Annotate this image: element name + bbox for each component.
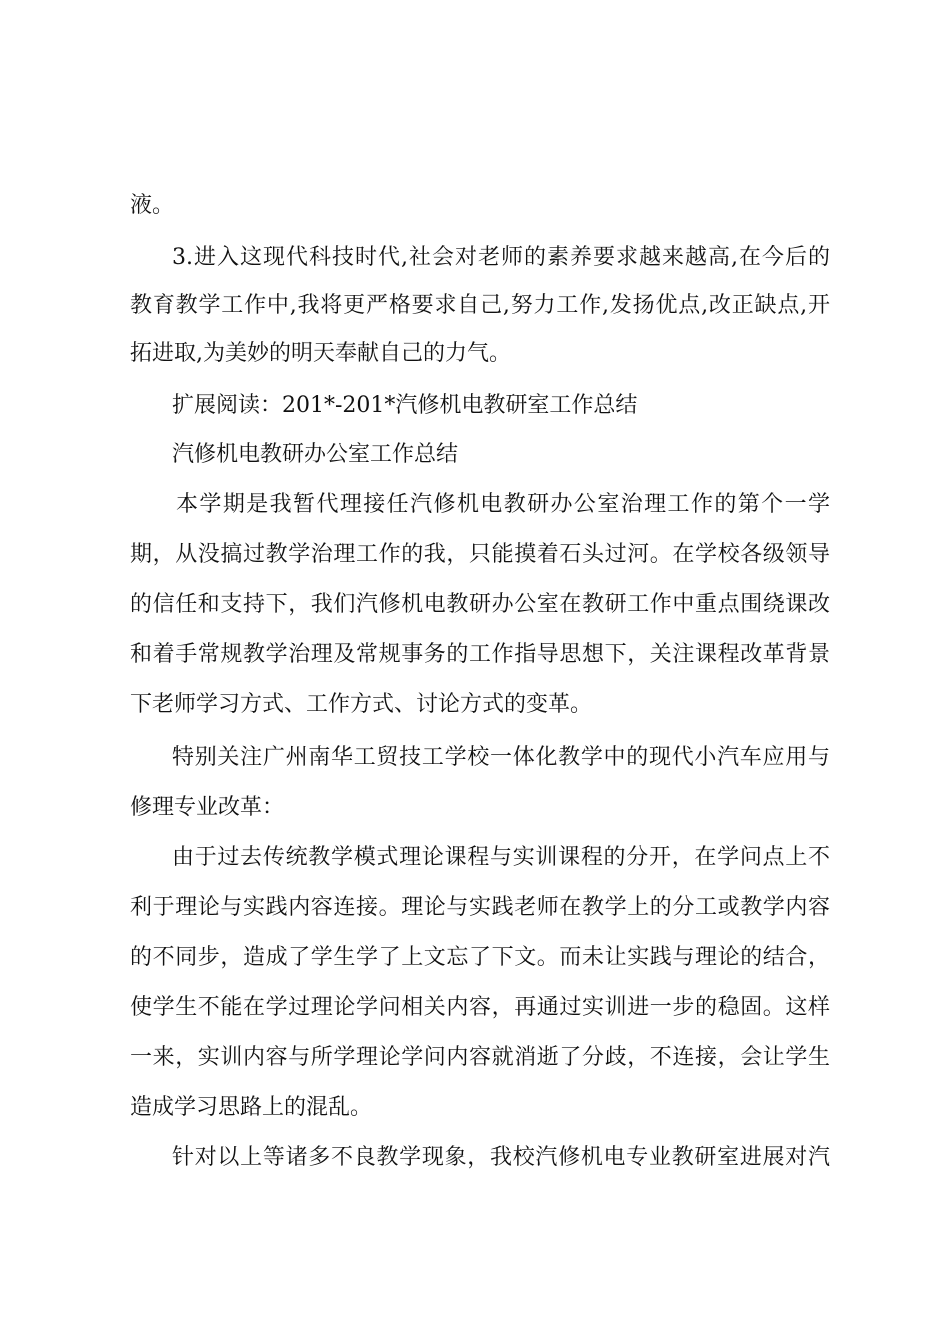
section-heading: 扩展阅读：201*-201*汽修机电教研室工作总结 — [172, 393, 638, 418]
paragraph-line: 使学生不能在学过理论学问相关内容，再通过实训进一步的稳固。这样 — [130, 995, 830, 1020]
paragraph-line: 的不同步，造成了学生学了上文忘了下文。而未让实践与理论的结合， — [130, 945, 830, 970]
paragraph-line: 由于过去传统教学模式理论课程与实训课程的分开，在学问点上不 — [172, 845, 830, 870]
paragraph-line: 期，从没搞过教学治理工作的我，只能摸着石头过河。在学校各级领导 — [130, 542, 830, 567]
paragraph-line: 造成学习思路上的混乱。 — [130, 1095, 373, 1120]
section-heading: 汽修机电教研办公室工作总结 — [172, 442, 459, 467]
paragraph-line: 特别关注广州南华工贸技工学校一体化教学中的现代小汽车应用与 — [172, 745, 830, 770]
paragraph-line: 和着手常规教学治理及常规事务的工作指导思想下，关注课程改革背景 — [130, 642, 830, 667]
paragraph-line: 拓进取,为美妙的明天奉献自己的力气。 — [130, 341, 511, 366]
paragraph-line: 3.进入这现代科技时代,社会对老师的素养要求越来越高,在今后的 — [172, 245, 830, 270]
paragraph-line: 下老师学习方式、工作方式、讨论方式的变革。 — [130, 692, 593, 717]
paragraph-line: 的信任和支持下，我们汽修机电教研办公室在教研工作中重点围绕课改 — [130, 592, 830, 617]
paragraph-line: 一来，实训内容与所学理论学问内容就消逝了分歧，不连接，会让学生 — [130, 1045, 830, 1070]
paragraph-line: 利于理论与实践内容连接。理论与实践老师在教学上的分工或教学内容 — [130, 895, 830, 920]
paragraph-line: 本学期是我暂代理接任汽修机电教研办公室治理工作的第个一学 — [176, 492, 830, 517]
paragraph-line: 针对以上等诸多不良教学现象，我校汽修机电专业教研室进展对汽 — [172, 1145, 830, 1170]
paragraph-line: 修理专业改革： — [130, 795, 285, 820]
paragraph-line: 教育教学工作中,我将更严格要求自己,努力工作,发扬优点,改正缺点,开 — [130, 293, 830, 318]
paragraph-line: 液。 — [130, 193, 175, 218]
